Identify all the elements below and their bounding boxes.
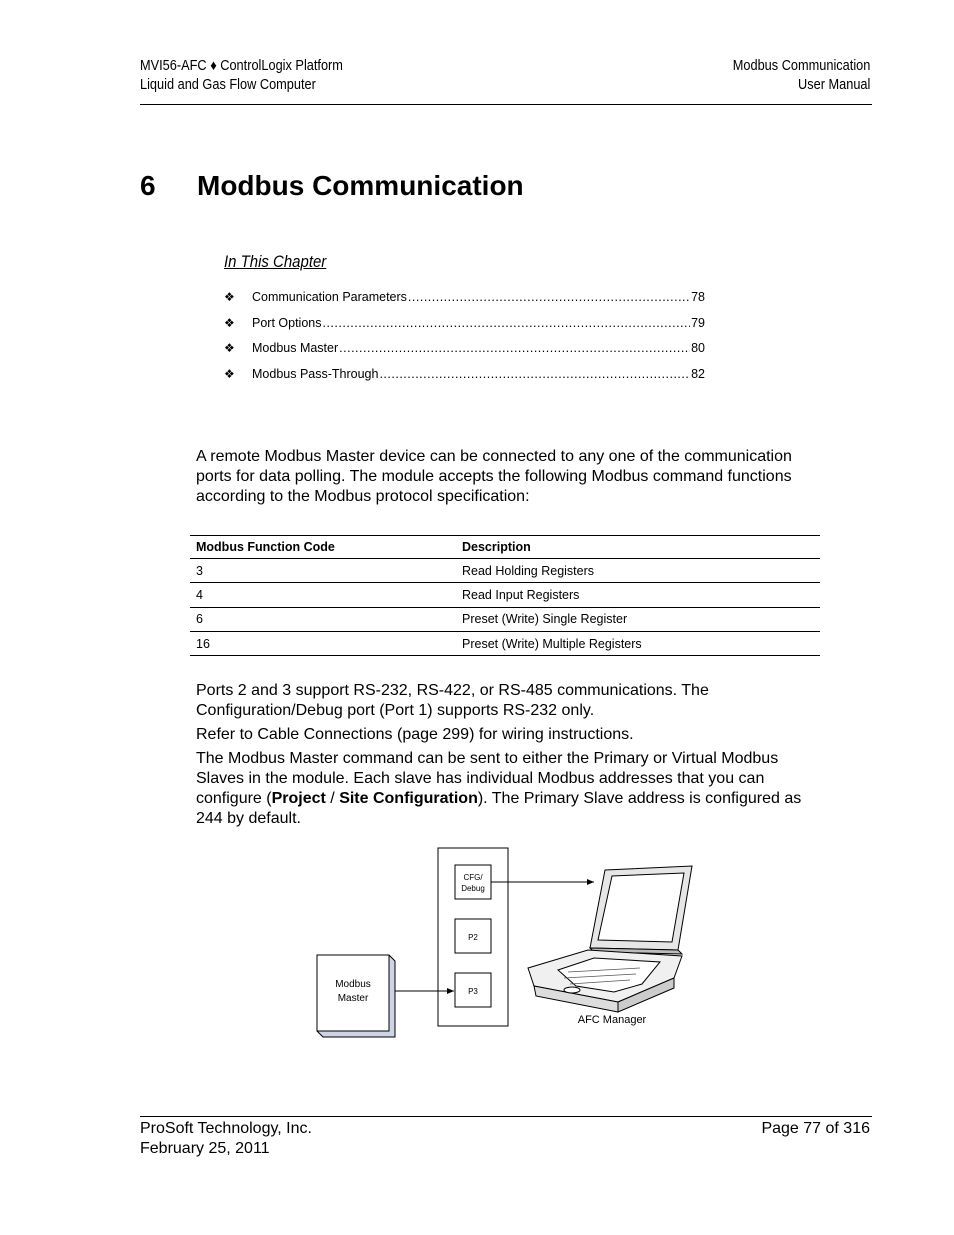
diamond-bullet-icon: ❖ [224,341,235,355]
toc-item-label: Modbus Pass-Through [252,366,379,381]
port-p3-label: P3 [468,987,478,996]
port-cfg-label-2: Debug [461,884,485,893]
header-section: Modbus Communication [732,58,870,74]
toc-item-label: Port Options [252,315,322,330]
table-row [190,559,820,583]
diamond-bullet-icon: ❖ [224,366,235,381]
master-text-before: The Modbus Master command can be sent to either the Primary or Virtual Modbus Slaves in the module. Each slave has individual Modbus addresses that you can configure ( [196,750,779,807]
toc-item-page: 80 [691,341,705,355]
table-row [190,607,820,631]
function-code-cell: 3 [196,563,203,578]
intro-paragraph: A remote Modbus Master device can be connected to any one of the communication ports for data polling. The module accepts the following Modbus command functions according to the Modbus protocol specification: [196,448,792,505]
column-header-code: Modbus Function Code [196,540,335,554]
master-text-after: ). The Primary Slave address is configured as 244 by default. [196,790,802,827]
port-cfg-label-1: CFG/ [463,873,483,882]
toc-item-page: 78 [691,290,705,304]
toc-title: In This Chapter [224,252,327,271]
table-row [190,583,820,607]
footer-page-number: Page 77 of 316 [761,1120,870,1137]
toc-leader-dots [408,290,690,304]
toc-leader-dots [322,316,690,330]
header-right [732,57,870,95]
toc-item-label: Communication Parameters [252,290,407,304]
chapter-heading [140,170,524,202]
laptop-icon [528,866,692,1012]
toc-item-page: 79 [691,315,705,330]
header-divider [140,104,872,105]
description-cell: Read Input Registers [462,587,580,602]
ports-paragraph: Ports 2 and 3 support RS-232, RS-422, or RS-485 communications. The Configuration/Debug port (Port 1) supports RS-232 only. [196,682,709,719]
footer-company: ProSoft Technology, Inc. [140,1120,312,1137]
port-p2-label: P2 [468,933,478,942]
master-paragraph [196,749,826,829]
footer-left [140,1119,312,1159]
toc-item-page: 82 [691,366,705,381]
toc-leader-dots [379,367,690,381]
chapter-title: Modbus Communication [197,170,524,201]
chapter-number: 6 [140,170,156,201]
modbus-master-box [317,955,395,1037]
function-code-cell: 16 [196,636,210,651]
toc-item-label: Modbus Master [252,341,339,355]
modbus-master-label-1: Modbus [335,979,371,990]
diamond-bullet-icon: ❖ [224,315,235,330]
description-cell: Preset (Write) Single Register [462,612,628,627]
connection-diagram [300,840,720,1040]
diamond-bullet-icon: ❖ [224,290,235,304]
toc-item[interactable] [224,367,705,393]
header-doc-type: User Manual [797,77,870,93]
function-code-cell: 6 [196,612,203,627]
project-term: Project [271,790,326,807]
toc-item[interactable] [224,341,705,367]
modbus-master-label-2: Master [337,993,369,1004]
table-header-row [190,536,820,559]
footer-divider [140,1116,872,1117]
site-configuration-term: Site Configuration [339,790,478,807]
toc-list [224,290,705,392]
description-cell: Preset (Write) Multiple Registers [462,636,642,651]
port-p3 [455,973,491,1007]
footer-date: February 25, 2011 [140,1140,270,1157]
laptop-label: AFC Manager [577,1014,647,1026]
header-product: MVI56-AFC ♦ ControlLogix Platform [140,58,343,74]
description-cell: Read Holding Registers [462,563,595,578]
port-cfg-debug [455,865,491,899]
toc-item[interactable] [224,290,705,316]
port-p2 [455,919,491,953]
term-separator: / [325,790,340,807]
table-row [190,631,820,655]
refer-paragraph: Refer to Cable Connections (page 299) for wiring instructions. [196,726,634,743]
header-subtitle: Liquid and Gas Flow Computer [140,77,316,93]
toc-item[interactable] [224,316,705,342]
function-code-table [190,535,820,656]
function-code-cell: 4 [196,587,203,602]
header-left [140,57,343,95]
toc-leader-dots [339,341,690,355]
column-header-description: Description [462,540,531,554]
